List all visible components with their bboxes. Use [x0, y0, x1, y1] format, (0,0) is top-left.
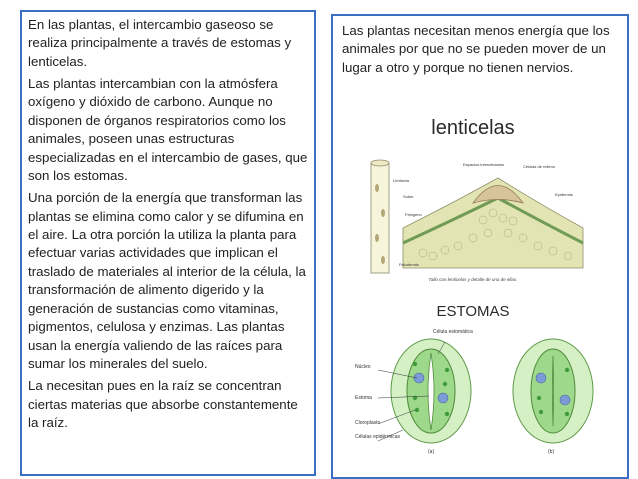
stomata-illustration — [355, 329, 593, 455]
label-suber: Suber — [403, 194, 414, 199]
lenticels-title: lenticelas — [431, 117, 515, 139]
label-guard-cell: Célula estomática — [433, 329, 473, 335]
energy-comparison-text: Las plantas necesitan menos energía que los animales por que no se pueden mover de un lugar a otro y porque no tienen nervios. — [342, 23, 610, 75]
panel-b-label: (b) — [548, 449, 555, 455]
label-filler-cells: Células de relleno — [523, 164, 556, 169]
label-nucleus: Núcleo — [355, 364, 371, 370]
paragraph-root: La necesitan pues en la raíz se concentran ciertas materias que absorbe constantemente la raíz. — [28, 378, 298, 430]
stomata-title: ESTOMAS — [436, 303, 510, 320]
label-phellogen: Felógeno — [405, 212, 422, 217]
label-lenticel: Lenticela — [393, 178, 410, 183]
label-epidermal-cells: Células epidérmicas — [355, 434, 401, 440]
panel-a-label: (a) — [428, 449, 435, 455]
lenticels-illustration — [371, 160, 583, 282]
label-stoma: Estoma — [355, 395, 372, 401]
left-text-panel — [20, 10, 316, 476]
paragraph-energy: Una porción de la energía que transforman las plantas se elimina como calor y se difumina en el aire. La otra porción la utiliza la planta para efectuar varias actividades que implican el traslado de materiales al interior de la célula, la transformación de alimento digerido y la generación de sustancias como vitaminas, pigmentos, celulosa y enzimas. Las plantas usan la energía valiendo de las raíces para sumar los minerales del suelo. — [28, 190, 306, 371]
label-intercellular-spaces: Espacios intercelulares — [463, 162, 505, 167]
right-panel — [331, 14, 629, 479]
label-phelloderm: Felodermis — [399, 262, 419, 267]
paragraph-gas-exchange: Las plantas intercambian con la atmósfera oxígeno y dióxido de carbono. Aunque no disponen de órganos respiratorios como los animales, poseen unas estructuras especializadas en el intercambio de gases, que son los estomas. — [28, 76, 308, 184]
illustrations — [333, 108, 613, 478]
paragraph-intro: En las plantas, el intercambio gaseoso se realiza principalmente a través de estomas y lenticelas. — [28, 17, 292, 69]
label-epidermis: Epidermis — [555, 192, 573, 197]
lenticels-caption: Tallo con lenticelas y detalle de una de ellas. — [428, 277, 518, 282]
label-chloroplast: Cloroplasto — [355, 420, 381, 426]
